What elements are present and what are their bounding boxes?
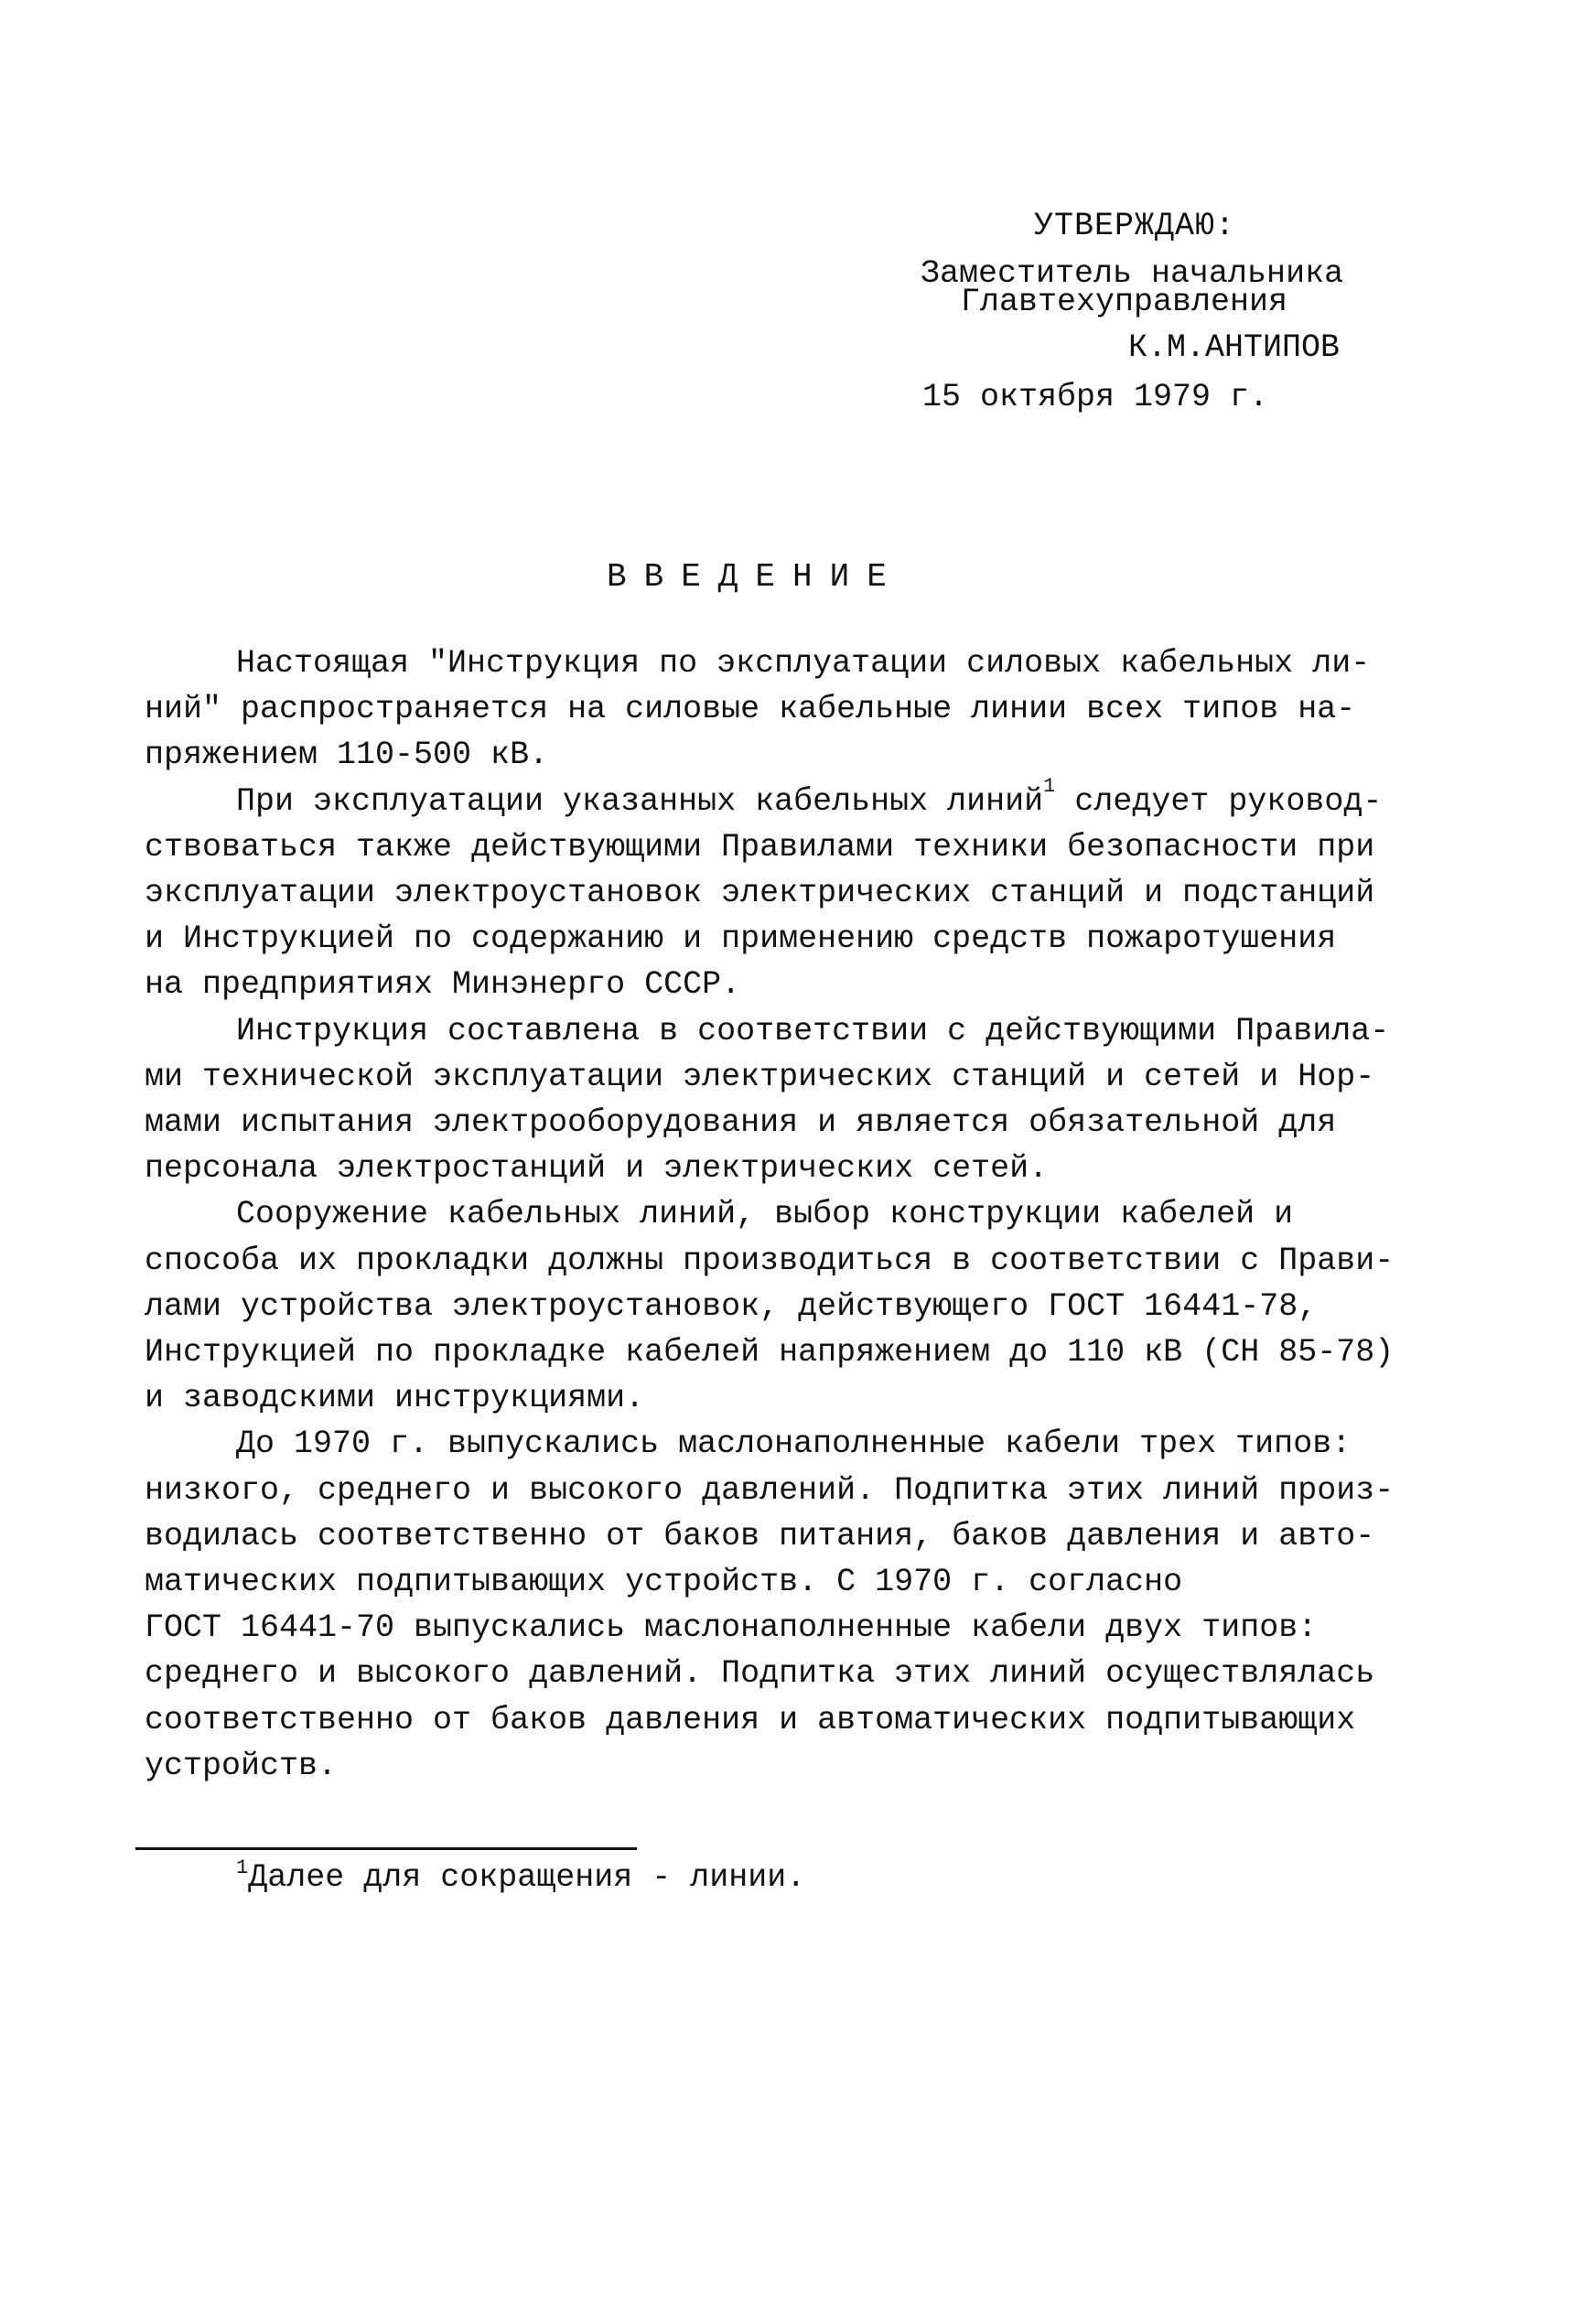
approval-date: 15 октября 1979 г.: [922, 379, 1269, 415]
text-line: способа их прокладки должны производиться в соответствии с Прави-: [145, 1242, 1395, 1279]
text-line: мами испытания электрооборудования и является обязательной для: [145, 1104, 1337, 1142]
text-line: ствоваться также действующими Правилами техники безопасности при: [145, 828, 1375, 866]
text-line: водилась соответственно от баков питания, баков давления и авто-: [145, 1517, 1375, 1555]
text-line: и Инструкцией по содержанию и применению средств пожаротушения: [145, 920, 1337, 958]
approval-position-line1: Заместитель начальника: [921, 255, 1344, 292]
footnote: [236, 1857, 805, 1898]
text-line: Настоящая "Инструкция по эксплуатации силовых кабельных ли-: [236, 645, 1371, 682]
text-line: лами устройства электроустановок, действующего ГОСТ 16441-78,: [145, 1287, 1318, 1325]
text-line: ний" распространяется на силовые кабельные линии всех типов на-: [145, 691, 1356, 728]
footnote-text: Далее для сокращения - линии.: [248, 1859, 806, 1896]
text-line: среднего и высокого давлений. Подпитка этих линий осуществлялась: [145, 1655, 1375, 1693]
footnote-mark: 1: [236, 1856, 249, 1879]
text-line: матических подпитывающих устройств. С 1970 г. согласно: [145, 1564, 1183, 1601]
text-line: Инструкцией по прокладке кабелей напряжением до 110 кВ (СН 85-78): [145, 1334, 1395, 1372]
text-line: Инструкция составлена в соответствии с действующими Правила-: [236, 1012, 1390, 1049]
text-line: персонала электростанций и электрических сетей.: [145, 1150, 1049, 1188]
section-heading: ВВЕДЕНИЕ: [607, 558, 904, 596]
text-line: устройств.: [145, 1747, 338, 1784]
body-text: [145, 640, 1395, 1789]
text-line: ми технической эксплуатации электрических станций и сетей и Нор-: [145, 1058, 1375, 1095]
text-line: низкого, среднего и высокого давлений. Подпитка этих линий произ-: [145, 1471, 1395, 1509]
approval-position-line2: Главтехуправления: [961, 284, 1288, 320]
text-line-with-footnote: [145, 774, 1383, 824]
text-line: До 1970 г. выпускались маслонаполненные кабели трех типов:: [236, 1426, 1352, 1463]
text-fragment: следует руковод-: [1055, 782, 1383, 820]
text-line: Сооружение кабельных линий, выбор конструкции кабелей и: [236, 1196, 1294, 1233]
approval-title: УТВЕРЖДАЮ:: [1034, 208, 1236, 244]
text-line: соответственно от баков давления и автоматических подпитывающих: [145, 1701, 1356, 1738]
text-line: ГОСТ 16441-70 выпускались маслонаполненные кабели двух типов:: [145, 1609, 1318, 1647]
footnote-reference: 1: [1043, 774, 1056, 798]
footnote-divider: [135, 1847, 637, 1850]
text-line: эксплуатации электроустановок электрических станций и подстанций: [145, 875, 1375, 912]
text-line: на предприятиях Минэнерго СССР.: [145, 966, 741, 1004]
text-fragment: При эксплуатации указанных кабельных линий: [236, 782, 1044, 820]
approval-name: К.М.АНТИПОВ: [1128, 329, 1341, 366]
text-line: пряжением 110-500 кВ.: [145, 737, 549, 774]
text-line: и заводскими инструкциями.: [145, 1380, 645, 1417]
